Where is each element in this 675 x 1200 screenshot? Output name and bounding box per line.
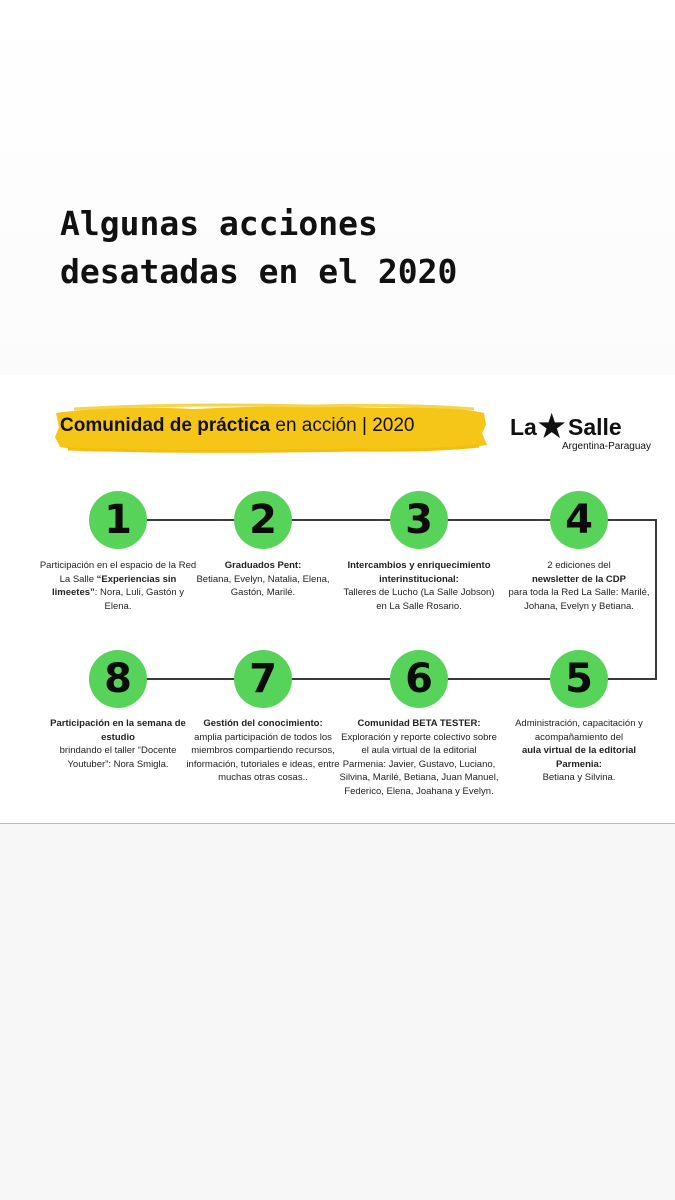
step-3-post: Talleres de Lucho (La Salle Jobson) en La Salle Rosario. [343, 587, 495, 612]
step-4-pre: 2 ediciones del [547, 560, 611, 571]
step-7-circle [234, 650, 292, 708]
step-1-description [38, 559, 198, 613]
step-6-circle [390, 650, 448, 708]
step-1-bold: “Experiencias sin limeetes” [51, 573, 177, 598]
step-5-number: 5 [565, 656, 593, 702]
bottom-band [0, 824, 675, 1200]
step-2-description [183, 559, 343, 600]
step-5-bold: aula virtual de la editorial Parmenia: [521, 745, 637, 770]
step-8-circle [89, 650, 147, 708]
banner-title-bold: Comunidad de práctica [60, 415, 271, 436]
step-4-bold: newsletter de la CDP [532, 573, 626, 585]
step-6-number: 6 [405, 656, 433, 702]
top-band [0, 0, 675, 375]
step-3-bold: Intercambios y enriquecimiento interinstitucional: [347, 560, 491, 585]
step-1-pre: Participación en el espacio de la Red La Salle [39, 560, 197, 585]
headline-line-2: desatadas en el 2020 [60, 252, 458, 291]
banner-title-regular: en acción | 2020 [270, 415, 415, 436]
step-3-circle [390, 491, 448, 549]
step-8-description [38, 717, 198, 771]
step-7-description [183, 717, 343, 785]
star-icon: ★ [536, 407, 568, 446]
step-8-post: brindando el taller “Docente Youtuber”: Nora Smigla. [59, 745, 177, 770]
step-7-bold: Gestión del conocimiento: [203, 718, 323, 729]
headline [60, 200, 660, 296]
headline-line-1: Algunas acciones [60, 204, 378, 243]
logo-salle: Salle [568, 414, 622, 440]
step-4-post: para toda la Red La Salle: Marilé, Johana, Evelyn y Betiana. [508, 587, 650, 612]
step-5-circle [550, 650, 608, 708]
step-2-bold: Graduados Pent: [224, 560, 302, 571]
step-5-pre: Administración, capacitación y acompañamiento del [515, 718, 643, 743]
step-5-description [499, 717, 659, 785]
step-6-bold: Comunidad BETA TESTER: [357, 718, 481, 729]
step-1-circle [89, 491, 147, 549]
banner-title [60, 415, 414, 437]
step-1-number: 1 [104, 497, 132, 543]
step-6-description [339, 717, 499, 798]
step-2-number: 2 [249, 497, 277, 543]
step-1-post: : Nora, Luli, Gastón y Elena. [94, 587, 184, 612]
title-banner [54, 403, 488, 455]
step-4-description [499, 559, 659, 613]
step-4-number: 4 [565, 497, 593, 543]
step-2-post: Betiana, Evelyn, Natalia, Elena, Gastón, Marilé. [196, 573, 330, 598]
step-8-number: 8 [104, 656, 132, 702]
step-8-bold: Participación en la semana de estudio [50, 718, 186, 743]
logo-la: La [510, 414, 537, 440]
step-6-post: Exploración y reporte colectivo sobre el aula virtual de la editorial Parmenia: Javier, Gustavo, Luciano, Silvina, Marilé, Betiana, Juan Manuel, Federico, Elena, Joahana y Evelyn. [339, 731, 499, 797]
step-2-circle [234, 491, 292, 549]
step-5-post: Betiana y Silvina. [542, 772, 616, 783]
step-7-post: amplia participación de todos los miembros compartiendo recursos, información, tutoriales e ideas, entre muchas otras cosas.. [186, 731, 340, 783]
logo-subtitle: Argentina-Paraguay [562, 441, 651, 452]
la-salle-logo [510, 407, 651, 454]
step-7-number: 7 [249, 656, 277, 702]
step-3-description [339, 559, 499, 613]
step-4-circle [550, 491, 608, 549]
step-3-number: 3 [405, 497, 433, 543]
